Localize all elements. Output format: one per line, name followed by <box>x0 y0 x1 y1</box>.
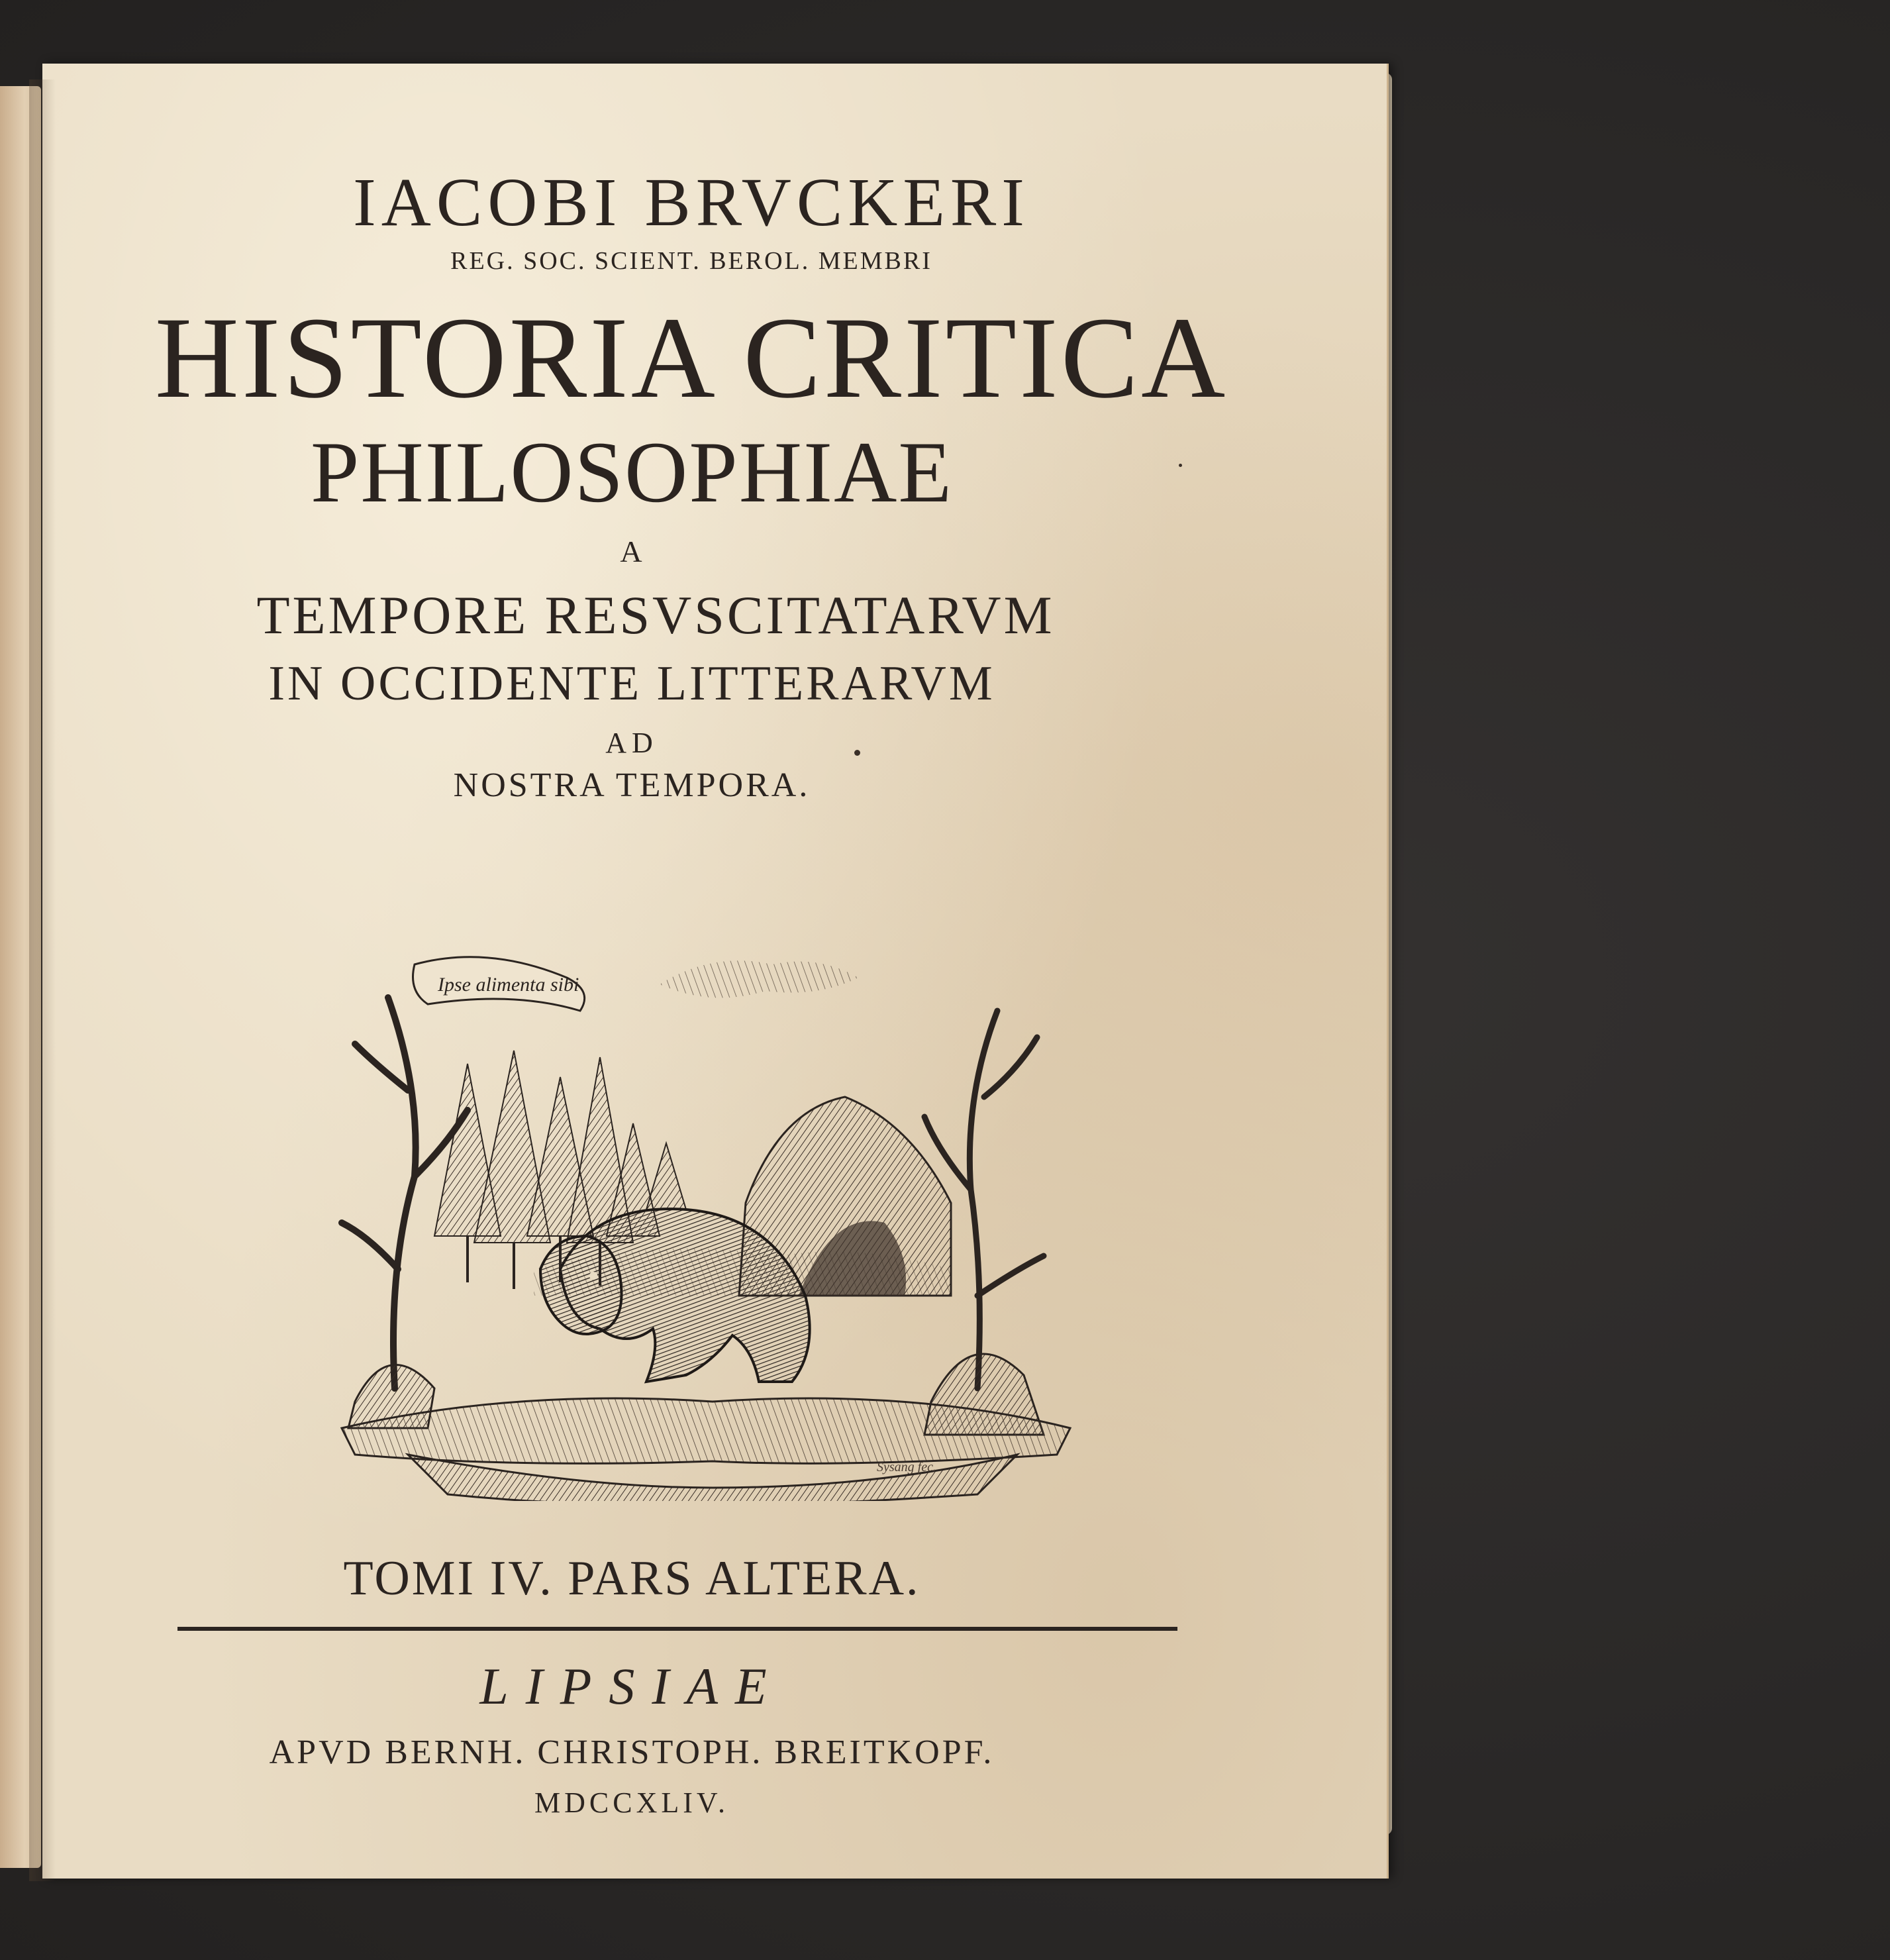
subtitle-line-1: TEMPORE RESVSCITATARVM <box>256 585 1055 645</box>
book-title-line-1: HISTORIA CRITICA <box>154 293 1228 423</box>
motto-banner <box>413 957 585 1011</box>
author-affiliation: REG. SOC. SCIENT. BEROL. MEMBRI <box>450 247 932 275</box>
cloud <box>660 960 858 998</box>
ink-speck <box>1179 464 1182 467</box>
engraver-signature: Sysang fec. <box>877 1460 936 1474</box>
author-name: IACOBI BRVCKERI <box>353 164 1030 240</box>
connector-ad: AD <box>605 727 658 759</box>
publication-year: MDCCXLIV. <box>534 1786 729 1819</box>
title-page <box>42 64 1387 1879</box>
ground <box>342 1398 1070 1463</box>
volume-designation: TOMI IV. PARS ALTERA. <box>343 1551 920 1606</box>
subtitle-line-2: IN OCCIDENTE LITTERARVM <box>268 656 995 711</box>
subtitle-line-3: NOSTRA TEMPORA. <box>453 766 811 804</box>
place-of-publication: LIPSIAE <box>479 1657 784 1715</box>
horizontal-rule <box>177 1627 1177 1631</box>
motto-text: Ipse alimenta sibi <box>438 974 579 996</box>
bear-vignette-engraving <box>315 925 1097 1501</box>
book-title-line-2: PHILOSOPHIAE <box>310 423 954 521</box>
connector-a: A <box>620 535 646 568</box>
printer-imprint: APVD BERNH. CHRISTOPH. BREITKOPF. <box>269 1733 995 1771</box>
ink-speck <box>854 750 860 756</box>
